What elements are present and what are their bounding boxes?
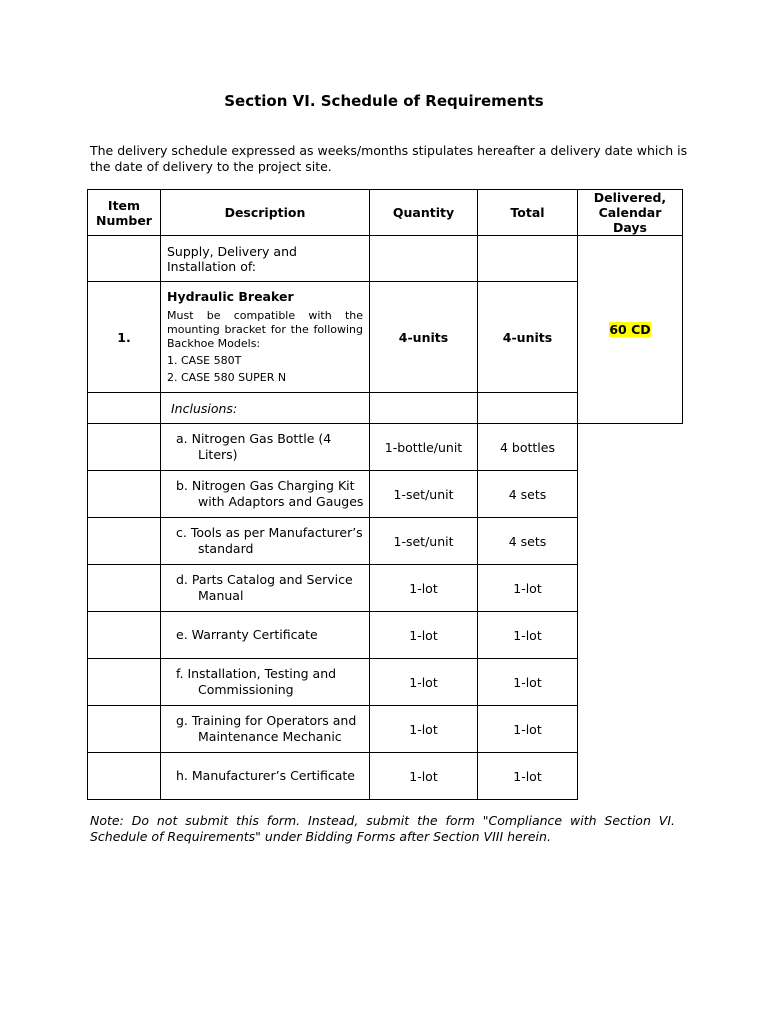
table-header-row	[88, 190, 683, 236]
inclusion-total: 1-lot	[478, 659, 578, 706]
inclusion-description	[161, 612, 370, 659]
inclusion-description	[161, 753, 370, 800]
inclusion-quantity: 1-lot	[370, 706, 478, 753]
breaker-total: 4-units	[478, 282, 578, 393]
inclusion-quantity: 1-set/unit	[370, 471, 478, 518]
inclusions-label: Inclusions:	[161, 393, 370, 424]
inclusion-total: 4 bottles	[478, 424, 578, 471]
header-quantity: Quantity	[370, 190, 478, 236]
delivery-days-cell	[578, 236, 683, 424]
inclusion-quantity: 1-lot	[370, 612, 478, 659]
inclusion-quantity: 1-bottle/unit	[370, 424, 478, 471]
inclusion-label-cont: Manual	[198, 588, 244, 603]
table-row	[88, 565, 683, 612]
inclusion-description	[161, 424, 370, 471]
inclusion-total: 1-lot	[478, 612, 578, 659]
table-row	[88, 659, 683, 706]
inclusion-label: b. Nitrogen Gas Charging Kit	[176, 478, 355, 493]
table-row	[88, 518, 683, 565]
breaker-title: Hydraulic Breaker	[167, 289, 294, 304]
inclusion-quantity: 1-lot	[370, 565, 478, 612]
note-paragraph: Note: Do not submit this form. Instead, submit the form "Compliance with Section VI. Schedule of Requirements" under Bidding Forms after Section VIII herein.	[90, 813, 675, 844]
page-title: Section VI. Schedule of Requirements	[224, 92, 544, 110]
table-row	[88, 612, 683, 659]
breaker-compat-text: Must be compatible with the mounting bracket for the following Backhoe Models:	[167, 309, 363, 350]
inclusion-label: d. Parts Catalog and Service	[176, 572, 353, 587]
header-description: Description	[161, 190, 370, 236]
inclusion-label: a. Nitrogen Gas Bottle (4	[176, 431, 332, 446]
header-total: Total	[478, 190, 578, 236]
table-row	[88, 424, 683, 471]
inclusion-label-cont: Maintenance Mechanic	[198, 729, 342, 744]
inclusion-total: 1-lot	[478, 565, 578, 612]
inclusion-total: 1-lot	[478, 753, 578, 800]
inclusion-label: c. Tools as per Manufacturer’s	[176, 525, 363, 540]
inclusion-total: 4 sets	[478, 518, 578, 565]
inclusion-description	[161, 706, 370, 753]
inclusion-description	[161, 471, 370, 518]
breaker-quantity: 4-units	[370, 282, 478, 393]
inclusion-label-cont: with Adaptors and Gauges	[198, 494, 364, 509]
header-item-number: Item Number	[88, 190, 161, 236]
inclusion-description	[161, 565, 370, 612]
inclusion-label-cont: Liters)	[198, 447, 238, 462]
model-1: 1. CASE 580T	[167, 354, 242, 367]
model-2: 2. CASE 580 SUPER N	[167, 371, 287, 384]
inclusion-description	[161, 518, 370, 565]
inclusion-label-cont: Commissioning	[198, 682, 294, 697]
table-row	[88, 471, 683, 518]
inclusion-label: e. Warranty Certificate	[176, 627, 318, 642]
table-row	[88, 236, 683, 282]
inclusion-label-cont: standard	[198, 541, 254, 556]
requirements-table	[87, 189, 683, 800]
inclusion-total: 4 sets	[478, 471, 578, 518]
inclusion-label: f. Installation, Testing and	[176, 666, 337, 681]
inclusion-description	[161, 659, 370, 706]
inclusion-label: h. Manufacturer’s Certificate	[176, 768, 355, 783]
delivery-days: 60 CD	[609, 322, 651, 337]
inclusion-quantity: 1-lot	[370, 753, 478, 800]
inclusion-label: g. Training for Operators and	[176, 713, 357, 728]
breaker-description	[161, 282, 370, 393]
inclusion-quantity: 1-set/unit	[370, 518, 478, 565]
header-delivered: Delivered, Calendar Days	[578, 190, 683, 236]
supply-description: Supply, Delivery and Installation of:	[161, 236, 370, 282]
inclusion-quantity: 1-lot	[370, 659, 478, 706]
table-row	[88, 706, 683, 753]
inclusion-total: 1-lot	[478, 706, 578, 753]
item-number: 1.	[88, 282, 161, 393]
table-row	[88, 753, 683, 800]
intro-paragraph: The delivery schedule expressed as weeks/months stipulates hereafter a delivery date which is the date of delivery to the project site.	[90, 143, 688, 174]
